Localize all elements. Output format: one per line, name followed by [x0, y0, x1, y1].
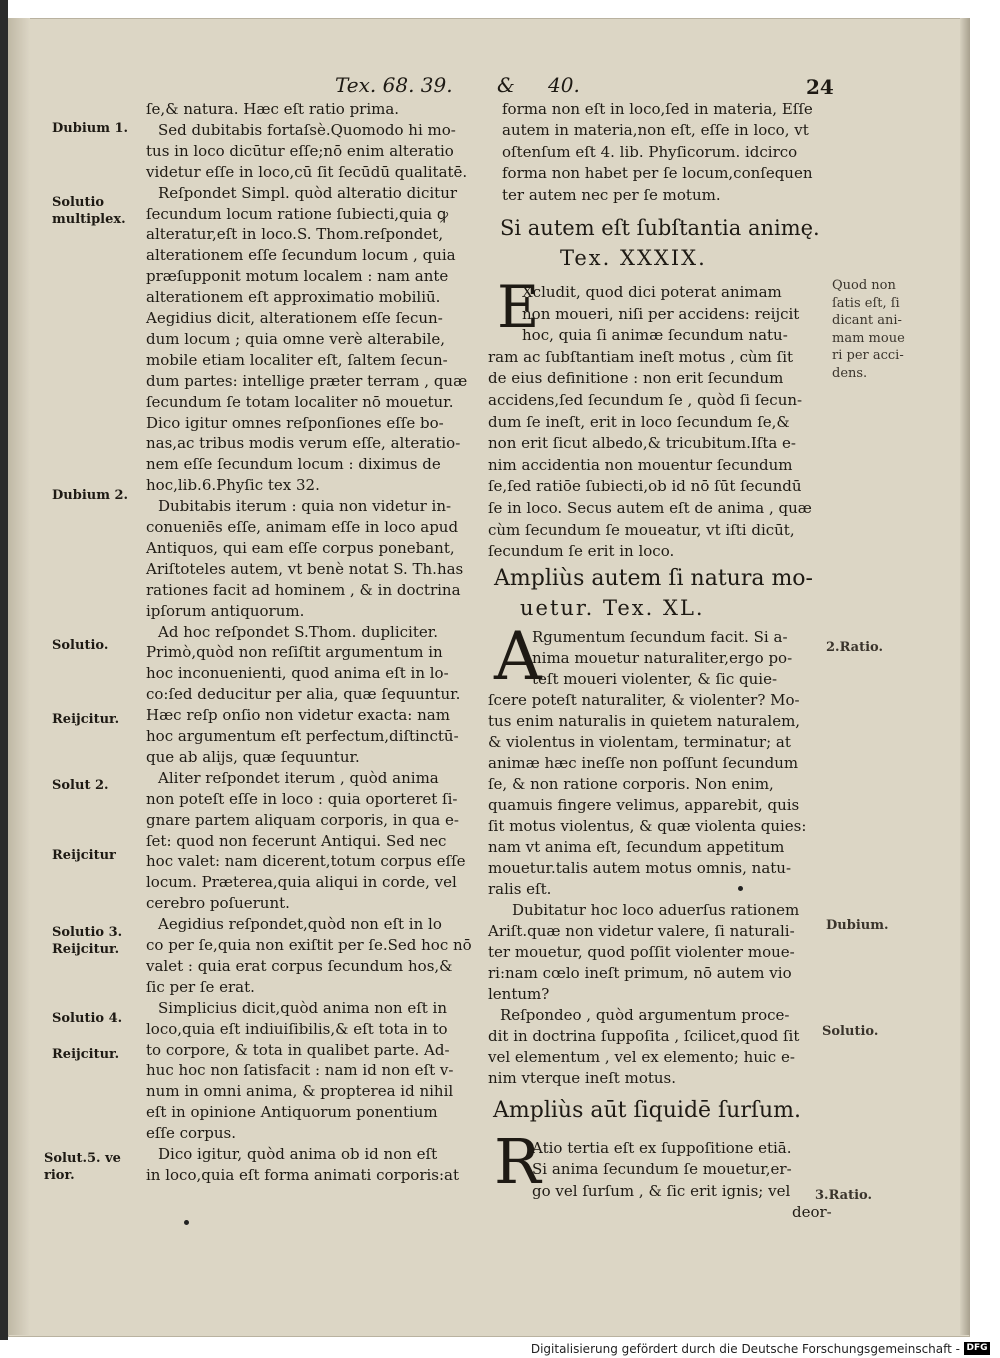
page-gutter-shadow [8, 18, 30, 1335]
left-text-line: dum locum ; quia omne verè alterabile, [146, 329, 446, 348]
section1-text-line: dum ſe ineſt, erit in loco ſecundum ſe,& [488, 412, 790, 431]
section1-text-line: ſe in loco. Secus autem eſt de anima , quæ [488, 499, 812, 517]
section3-text-line: Atio tertia eſt ex ſuppoſitione etiā. [532, 1139, 792, 1157]
section2-text-line: dit in doctrina ſuppoſita , ſcilicet,quod ſit [488, 1027, 800, 1045]
margin-note-solutio-a: Solutio. [52, 638, 109, 653]
section2-text-line: Reſpondeo , quòd argumentum proce- [500, 1006, 790, 1024]
left-text-line: que ab alijs, quæ ſequuntur. [146, 747, 360, 766]
running-header-amp: & [497, 73, 515, 97]
right-margin-line: Quod non [832, 278, 896, 293]
left-text-line: ſe,& natura. Hæc eſt ratio prima. [146, 100, 400, 118]
left-text-line: cerebro poſuerunt. [146, 894, 290, 913]
section1-text-line: Xcludit, quod dici poterat animam [522, 283, 782, 301]
section1-text-line: ſecundum ſe erit in loco. [488, 542, 675, 561]
section2-text-line: Dubitatur hoc loco aduerſus rationem [512, 901, 800, 919]
left-text-line: loco,quia eſt indiuiſibilis,& eſt tota in to [146, 1019, 448, 1038]
section2-text-line: ralis eſt. [488, 880, 552, 898]
section2-text-line: ſit motus violentus, & quæ violenta quies: [488, 817, 807, 835]
section3-text-line: deor- [792, 1202, 832, 1221]
left-text-line: hoc valet: nam dicerent,totum corpus eſſe [146, 852, 466, 871]
left-text-line: to corpore, & tota in qualibet parte. Ad- [146, 1040, 450, 1059]
left-text-line: hoc inconuenienti, quod anima eſt in lo- [146, 664, 449, 683]
left-text-line: co:ſed deducitur per alia, quæ ſequuntur. [146, 685, 461, 704]
section2-text-line: teſt moueri violenter, & ſic quie- [532, 670, 778, 688]
left-text-line: eſt in opinione Antiquorum ponentium [146, 1103, 438, 1122]
right-margin-line: ſatis eſt, ſi [832, 295, 900, 311]
section1-text-line: non moueri, niſi per accidens: reijcit [522, 304, 800, 323]
section2-heading-line1: Ampliùs autem ſi natura mo- [494, 566, 813, 591]
left-text-line: ſecundum ſe totam localiter nō mouetur. [146, 392, 454, 411]
left-text-line: Simplicius dicit,quòd anima non eſt in [158, 998, 448, 1017]
section3-text-line: Si anima ſecundum ſe mouetur,er- [532, 1160, 792, 1179]
left-text-line: in loco,quia eſt forma animati corporis:at [146, 1165, 460, 1184]
margin-note-reijcitur-2: Reijcitur [52, 848, 116, 863]
left-text-line: nas,ac tribus modis verum eſſe, alteratio- [146, 434, 461, 453]
section2-text-line: ter mouetur, quod poſſit violenter moue- [488, 943, 795, 961]
right-text-line: autem in materia,non eſt, eſſe in loco, vt [502, 121, 809, 140]
left-text-line: Aegidius dicit, alterationem eſſe ſecun- [146, 309, 443, 327]
right-text-line: oſtenſum eſt 4. lib. Phyſicorum. idcirco [502, 142, 798, 161]
margin-note-solut-2: Solut 2. [52, 778, 109, 793]
left-text-line: Dico igitur, quòd anima ob id non eſt [158, 1145, 438, 1163]
left-text-line: videtur eſſe in loco,cū ſit ſecūdū qualitatē. [146, 162, 468, 181]
margin-note-solutio-4: Solutio 4. [52, 1011, 123, 1026]
left-text-line: gnare partem aliquam corporis, in qua e- [146, 810, 459, 829]
left-text-line: Aliter reſpondet iterum , quòd anima [158, 768, 439, 787]
left-text-line: Antiquos, qui eam eſſe corpus ponebant, [146, 538, 455, 557]
section1-text-line: non erit ſicut albedo,& tricubitum.Iſta e- [488, 434, 797, 453]
right-text-line: forma non habet per ſe locum,conſequen [502, 164, 813, 183]
left-text-line: ſic per ſe erat. [146, 977, 255, 996]
page-edge-shadow [960, 18, 970, 1335]
left-text-line: eſſe corpus. [146, 1124, 236, 1143]
section2-text-line: mouetur.talis autem motus omnis, natu- [488, 859, 792, 877]
section1-text-line: accidens,ſed ſecundum ſe , quòd ſi ſecun- [488, 391, 803, 409]
margin-note-solutio: Solutio [52, 195, 105, 210]
section2-text-line: ri:nam cœlo ineſt primum, nō autem vio [488, 964, 792, 982]
dfg-logo: DFG [964, 1342, 990, 1355]
left-text-line: alterationem eſſe ſecundum locum , quia [146, 246, 456, 265]
right-margin-line: mam moue [832, 330, 905, 346]
left-text-line: Sed dubitabis fortaſsè.Quomodo hi mo- [158, 120, 456, 139]
section1-initial: E [497, 273, 540, 341]
left-text-line: ipſorum antiquorum. [146, 601, 305, 620]
left-text-line: præſupponit motum localem : nam ante [146, 267, 449, 286]
left-text-line: num in omni anima, & propterea id nihil [146, 1082, 454, 1101]
page-number: 24 [806, 75, 834, 99]
left-text-line: hoc argumentum eſt perfectum,diſtinctū- [146, 727, 459, 745]
right-margin-ratio-2: 2.Ratio. [826, 640, 884, 655]
section1-text-line: hoc, quia ſi animæ ſecundum natu- [522, 326, 788, 345]
right-margin-solutio: Solutio. [822, 1024, 879, 1039]
right-text-line: forma non eſt in loco,ſed in materia, Eſſe [502, 100, 813, 118]
section2-text-line: animæ hæc ineſſe non poſſunt ſecundum [488, 754, 799, 772]
margin-note-solutio-3: Solutio 3. [52, 925, 123, 940]
ink-speck [184, 1220, 189, 1225]
left-text-line: conueniēs eſſe, animam eſſe in loco apud [146, 518, 459, 536]
left-text-line: alteratur,eſt in loco.S. Thom.reſpondet, [146, 225, 444, 244]
running-header-center: 40. [548, 73, 580, 97]
section2-text-line: & violentus in violentam, terminatur; at [488, 733, 791, 751]
margin-note-rior: rior. [44, 1168, 75, 1183]
margin-note-reijcitur-1: Reijcitur. [52, 712, 120, 727]
left-text-line: huc hoc non ſatisfacit : nam id non eſt v- [146, 1061, 454, 1080]
section3-text-line: go vel ſurſum , & ſic erit ignis; vel [532, 1181, 791, 1200]
margin-note-dubium-1: Dubium 1. [52, 121, 129, 136]
ink-speck [738, 886, 743, 891]
left-text-line: locum. Præterea,quia aliqui in corde, vel [146, 873, 457, 892]
section1-subheading: Tex. XXXIX. [560, 246, 707, 270]
section3-initial: R [494, 1125, 541, 1198]
left-text-line: rationes facit ad hominem , & in doctrina [146, 580, 461, 599]
section2-text-line: Rgumentum ſecundum facit. Si a- [532, 628, 788, 646]
left-text-line: Ariſtoteles autem, vt benè notat S. Th.has [146, 559, 464, 578]
margin-note-solut-5: Solut.5. ve [44, 1151, 121, 1166]
section2-text-line: nim vterque ineſt motus. [488, 1069, 676, 1087]
left-text-line: nem eſſe ſecundum locum : diximus de [146, 455, 441, 474]
footer-credit: Digitalisierung gefördert durch die Deutsche Forschungsgemeinschaft - [530, 1342, 960, 1356]
section2-text-line: lentum? [488, 985, 550, 1003]
right-margin-ratio-3: 3.Ratio. [815, 1188, 873, 1203]
left-text-line: ſet: quod non fecerunt Antiqui. Sed nec [146, 831, 447, 850]
section2-text-line: nam vt anima eſt, ſecundum appetitum [488, 838, 785, 856]
left-text-line: Reſpondet Simpl. quòd alteratio dicitur [158, 183, 458, 202]
margin-note-reijcitur-3: Reijcitur. [52, 942, 120, 957]
left-text-line: mobile etiam localiter eſt, ſaltem ſecun- [146, 350, 448, 369]
section2-heading-line2: uetur. Tex. XL. [520, 596, 705, 620]
right-margin-line: dens. [832, 365, 868, 381]
section1-text-line: nim accidentia non mouentur ſecundum [488, 455, 793, 474]
left-text-line: ſecundum locum ratione ſubiecti,quia ꝙ [146, 204, 449, 223]
section1-text-line: cùm ſecundum ſe moueatur, vt iſti dicūt, [488, 520, 795, 539]
section2-text-line: ſcere poteſt naturaliter, & violenter? Mo- [488, 691, 800, 709]
section3-heading: Ampliùs aūt ſiquidē ſurſum. [493, 1098, 802, 1123]
left-text-line: Dubitabis iterum : quia non videtur in- [158, 497, 452, 516]
section1-text-line: de eius definitione : non erit ſecundum [488, 369, 784, 388]
right-margin-dubium: Dubium. [826, 918, 889, 933]
section2-text-line: vel elementum , vel ex elemento; huic e- [488, 1048, 795, 1066]
left-text-line: non poteſt eſſe in loco : quia oporteret ſi- [146, 789, 458, 808]
margin-note-multiplex: multiplex. [52, 212, 126, 227]
left-text-line: Primò,quòd non reſiſtit argumentum in [146, 643, 443, 662]
left-text-line: Aegidius reſpondet,quòd non eſt in lo [158, 915, 442, 934]
section2-text-line: tus enim naturalis in quietem naturalem, [488, 712, 801, 730]
left-text-line: hoc,lib.6.Phyſic tex 32. [146, 476, 320, 495]
section2-text-line: quamuis fingere velimus, apparebit, quis [488, 796, 800, 814]
section2-text-line: ſe, & non ratione corporis. Non enim, [488, 775, 774, 793]
left-text-line: co per ſe,quia non exiſtit per ſe.Sed hoc nō [146, 936, 472, 954]
margin-note-dubium-2: Dubium 2. [52, 488, 129, 503]
left-text-line: alterationem eſt approximatio mobiliū. [146, 288, 441, 307]
scan-border [0, 0, 8, 1340]
left-text-line: dum partes: intellige præter terram , quæ [146, 371, 468, 390]
section2-text-line: nima mouetur naturaliter,ergo po- [532, 649, 793, 667]
section1-heading: Si autem eſt ſubſtantia animę. [500, 216, 820, 240]
section2-initial: A [494, 618, 542, 695]
left-text-line: Hæc reſp onſio non videtur exacta: nam [146, 706, 450, 725]
right-margin-line: ri per acci- [832, 348, 904, 363]
section2-text-line: Ariſt.quæ non videtur valere, ſi naturali- [488, 922, 795, 940]
left-text-line: Ad hoc reſpondet S.Thom. dupliciter. [158, 622, 439, 641]
section1-text-line: ſe,ſed ratiōe ſubiecti,ob id nō ſūt ſecundū [488, 477, 802, 496]
running-header-left: Tex. 68. 39. [335, 73, 453, 97]
margin-note-reijcitur-4: Reijcitur. [52, 1047, 120, 1062]
section1-text-line: ram ac ſubſtantiam ineſt motus , cùm ſit [488, 347, 794, 366]
left-text-line: Dico igitur omnes reſponſiones eſſe bo- [146, 413, 444, 432]
left-text-line: tus in loco dicūtur eſſe;nō enim alteratio [146, 141, 454, 160]
left-text-line: valet : quia erat corpus ſecundum hos,& [146, 956, 453, 975]
right-text-line: ter autem nec per ſe motum. [502, 185, 721, 204]
right-margin-line: dicant ani- [832, 313, 902, 328]
